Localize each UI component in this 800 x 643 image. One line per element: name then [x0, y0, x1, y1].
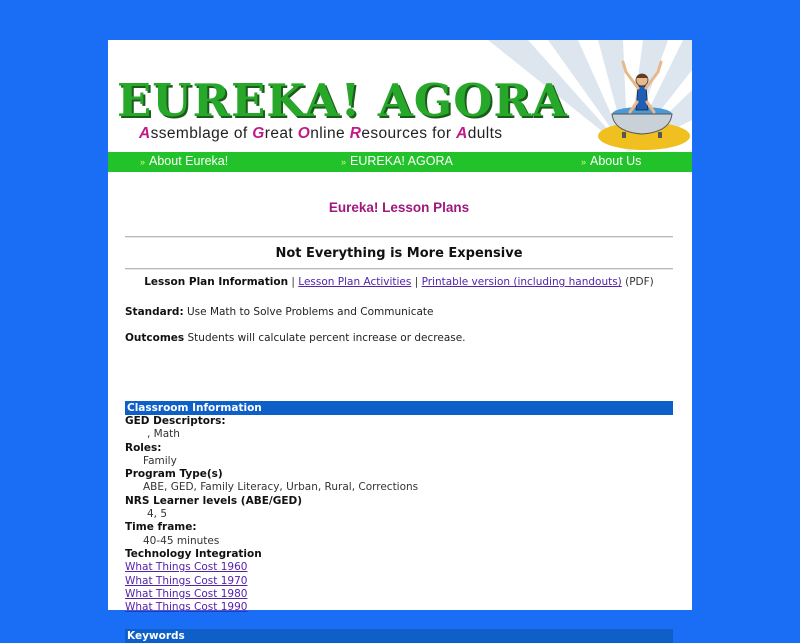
page-container: [108, 40, 692, 642]
roles-value: Family: [143, 454, 177, 467]
lesson-plan-title: Not Everything is More Expensive: [275, 246, 523, 261]
what-things-cost-1970-link[interactable]: What Things Cost 1970: [125, 574, 248, 587]
nav-about-eureka[interactable]: [140, 154, 228, 168]
outcomes-line: [125, 332, 466, 344]
pdf-note: (PDF): [625, 276, 654, 288]
site-banner: [108, 40, 692, 152]
lesson-plan-tabs: [125, 276, 673, 288]
section-title: Eureka! Lesson Plans: [328, 200, 470, 215]
printable-version-link[interactable]: Printable version (including handouts): [421, 276, 622, 288]
outcomes-label: Outcomes: [125, 332, 185, 344]
subtitle-text: nline: [310, 125, 350, 142]
tab-separator: |: [414, 276, 419, 288]
standard-label: Standard:: [125, 306, 184, 318]
logo-title: EUREKA! AGORA: [117, 74, 568, 127]
classroom-information-list: [125, 415, 673, 614]
nav-bullet-icon: »: [140, 157, 146, 167]
top-nav: [108, 152, 692, 172]
subtitle-initial: O: [297, 125, 311, 142]
classroom-information-header: Classroom Information: [125, 401, 673, 415]
program-types-value: ABE, GED, Family Literacy, Urban, Rural, Corrections: [143, 481, 419, 494]
keywords-header: Keywords: [125, 629, 673, 643]
nav-label: EUREKA! AGORA: [350, 154, 453, 168]
standard-value: Use Math to Solve Problems and Communicate: [186, 306, 434, 318]
subtitle-initial: A: [139, 125, 151, 142]
what-things-cost-1960-link[interactable]: What Things Cost 1960: [125, 561, 248, 574]
tab-separator: |: [291, 276, 295, 288]
ged-descriptors-value: , Math: [147, 428, 180, 441]
nav-about-us[interactable]: [581, 154, 641, 168]
subtitle-text: ssemblage of: [150, 125, 253, 142]
nav-bullet-icon: »: [341, 157, 347, 167]
what-things-cost-1990-link[interactable]: What Things Cost 1990: [125, 601, 248, 614]
nav-label: About Eureka!: [149, 154, 229, 168]
subtitle-text: reat: [264, 125, 298, 142]
nrs-levels-value: 4, 5: [147, 508, 168, 521]
bathtub-mascot-icon: [592, 54, 692, 152]
subtitle-initial: R: [349, 125, 362, 142]
technology-integration-label: Technology Integration: [125, 547, 262, 560]
standard-line: [125, 306, 434, 318]
time-frame-label: Time frame:: [125, 521, 197, 534]
divider: [125, 236, 673, 238]
nrs-levels-label: NRS Learner levels (ABE/GED): [125, 494, 303, 507]
what-things-cost-1980-link[interactable]: What Things Cost 1980: [125, 587, 248, 600]
subtitle-initial: A: [456, 125, 468, 142]
nav-bullet-icon: »: [581, 157, 587, 167]
outcomes-value: Students will calculate percent increase or decrease.: [187, 332, 466, 344]
time-frame-value: 40-45 minutes: [143, 534, 220, 547]
subtitle-initial: G: [252, 125, 265, 142]
nav-label: About Us: [590, 154, 642, 168]
tab-lesson-plan-activities[interactable]: Lesson Plan Activities: [298, 276, 412, 288]
subtitle-text: esources for: [361, 125, 457, 142]
divider: [125, 268, 673, 270]
logo-subtitle: [139, 125, 502, 143]
tab-lesson-plan-information: Lesson Plan Information: [144, 276, 289, 288]
nav-eureka-agora[interactable]: [341, 154, 453, 168]
ged-descriptors-label: GED Descriptors:: [125, 415, 226, 427]
roles-label: Roles:: [125, 441, 162, 454]
subtitle-text: dults: [467, 125, 503, 142]
program-types-label: Program Type(s): [125, 468, 223, 481]
